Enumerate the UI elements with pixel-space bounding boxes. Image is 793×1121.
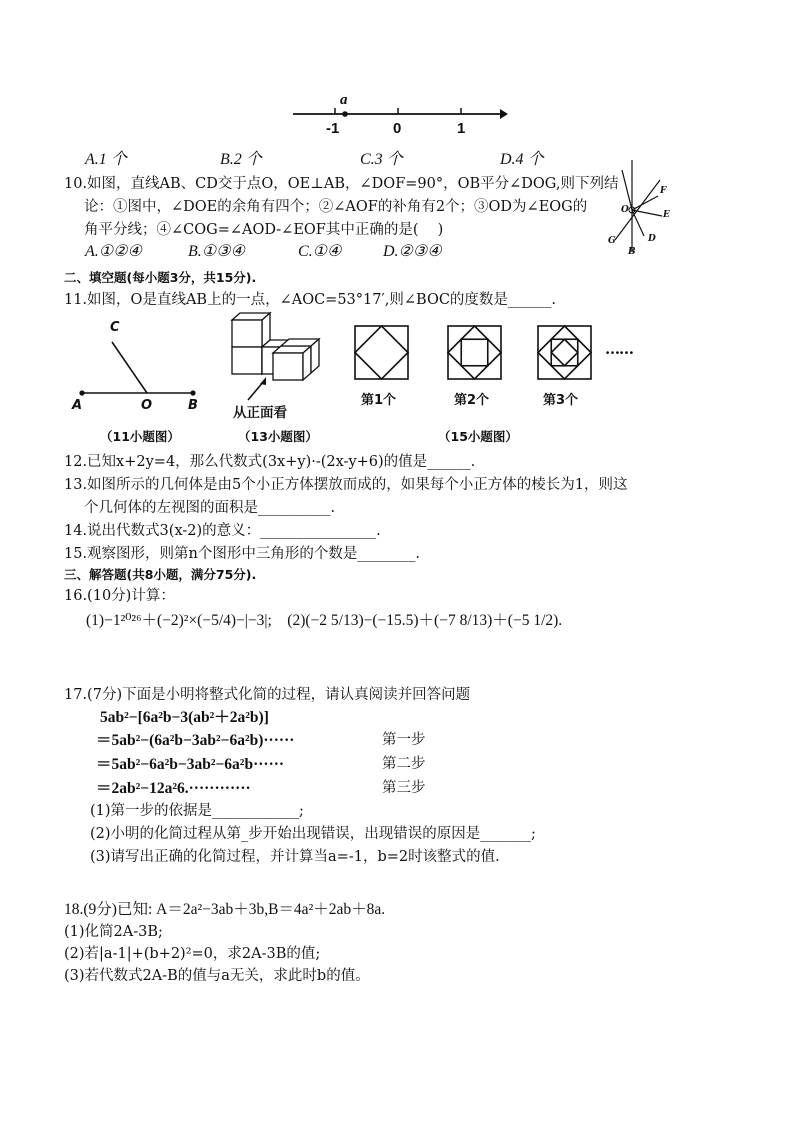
q10-label-f: F [660, 186, 667, 196]
q10-label-e: E [663, 210, 670, 220]
q18-sub2: (2)若|a-1|+(b+2)²=0，求2A-3B的值; [64, 946, 321, 962]
q10-option-b: B.①③④ [188, 243, 245, 260]
fig11-label-b: B [188, 398, 198, 413]
section-2-heading: 二、填空题(每小题3分，共15分). [64, 270, 257, 285]
q17-step1-expr: ＝5ab²−(6a²b−3ab²−6a²b)······ [96, 732, 295, 749]
q9-option-d: D.4 个 [500, 151, 544, 168]
q17-sub3: (3)请写出正确的化简过程，并计算当a=-1，b=2时该整式的值. [90, 849, 500, 865]
q17-step1-label: 第一步 [382, 732, 426, 748]
q16-heading: 16.(10分)计算： [64, 588, 175, 604]
q17-sub2: (2)小明的化简过程从第_步开始出现错误，出现错误的原因是_______; [90, 826, 536, 842]
q17-heading: 17.(7分)下面是小明将整式化简的过程，请认真阅读并回答问题 [64, 687, 471, 703]
q10-label-b: B [628, 247, 636, 257]
fig11-label-o: O [141, 398, 153, 413]
fig13-caption: （13小题图） [238, 429, 318, 444]
fig15-label-1: 第1个 [361, 393, 397, 408]
q18-sub1: (1)化简2A-3B; [64, 924, 163, 940]
fig15-ellipsis: …… [605, 340, 633, 358]
q10-option-c: C.①④ [298, 243, 342, 260]
fig15-caption: （15小题图） [438, 429, 518, 444]
q18-heading: 18.(9分)已知: A＝2a²−3ab＋3b,B＝4a²＋2ab＋8a. [64, 901, 386, 918]
point-a-label: a [340, 92, 348, 108]
tick-label-0: 0 [393, 120, 402, 137]
q10-label-o: O [621, 205, 629, 215]
q9-option-b: B.2 个 [220, 151, 262, 168]
q10-line2: 论：①图中，∠DOE的余角有四个；②∠AOF的补角有2个；③OD为∠EOG的 [84, 199, 588, 215]
q10-line1: 10.如图，直线AB、CD交于点O，OE⊥AB，∠DOF=90°，OB平分∠DOG,则下列结 [64, 176, 619, 192]
tick-label-1: 1 [457, 120, 466, 137]
fig11-caption: （11小题图） [100, 429, 180, 444]
q15-text: 15.观察图形，则第n个图形中三角形的个数是________. [64, 546, 421, 562]
q16-expression: (1)−1²⁰²⁶＋(−2)²×(−5/4)−|−3|; (2)(−2 5/13)−(−15.5)＋(−7 8/13)＋(−5 1/2). [86, 612, 563, 629]
q17-step2-expr: ＝5ab²−6a²b−3ab²−6a²b······ [96, 756, 285, 773]
fig13-front-view-label: 从正面看 [233, 405, 287, 421]
q9-option-c: C.3 个 [360, 151, 403, 168]
tick-label-neg1: -1 [326, 120, 340, 137]
q10-option-d: D.②③④ [383, 243, 442, 260]
fig11-label-c: C [110, 320, 120, 335]
q10-line3: 角平分线；④∠COG=∠AOD-∠EOF其中正确的是( ) [84, 222, 444, 238]
q13-line1: 13.如图所示的几何体是由5个小正方体摆放而成的，如果每个小正方体的棱长为1，则这 [64, 477, 628, 493]
fig11-label-a: A [72, 398, 83, 413]
q10-label-d: D [648, 234, 656, 244]
fig15-patterns [0, 0, 793, 430]
q10-option-a: A.①②④ [85, 243, 142, 260]
q18-sub3: (3)若代数式2A-B的值与a无关，求此时b的值。 [64, 968, 370, 984]
q12-text: 12.已知x+2y=4，那么代数式(3x+y)·-(2x-y+6)的值是______. [64, 454, 476, 470]
q17-sub1: (1)第一步的依据是____________; [90, 803, 304, 819]
fig15-label-2: 第2个 [454, 393, 490, 408]
q10-label-g: G [608, 236, 616, 246]
q9-option-a: A.1 个 [85, 151, 127, 168]
q13-line2: 个几何体的左视图的面积是__________. [84, 500, 336, 516]
q17-step3-expr: ＝2ab²−12a²6.············ [96, 780, 251, 797]
q17-step2-label: 第二步 [382, 756, 426, 772]
q14-text: 14.说出代数式3(x-2)的意义：________________. [64, 523, 381, 539]
fig15-label-3: 第3个 [543, 393, 579, 408]
q17-step3-label: 第三步 [382, 780, 426, 796]
q17-expr0: 5ab²−[6a²b−3(ab²＋2a²b)] [100, 709, 269, 726]
q11-text: 11.如图，O是直线AB上的一点，∠AOC=53°17′,则∠BOC的度数是______. [64, 292, 557, 308]
section-3-heading: 三、解答题(共8小题，满分75分). [64, 567, 257, 582]
